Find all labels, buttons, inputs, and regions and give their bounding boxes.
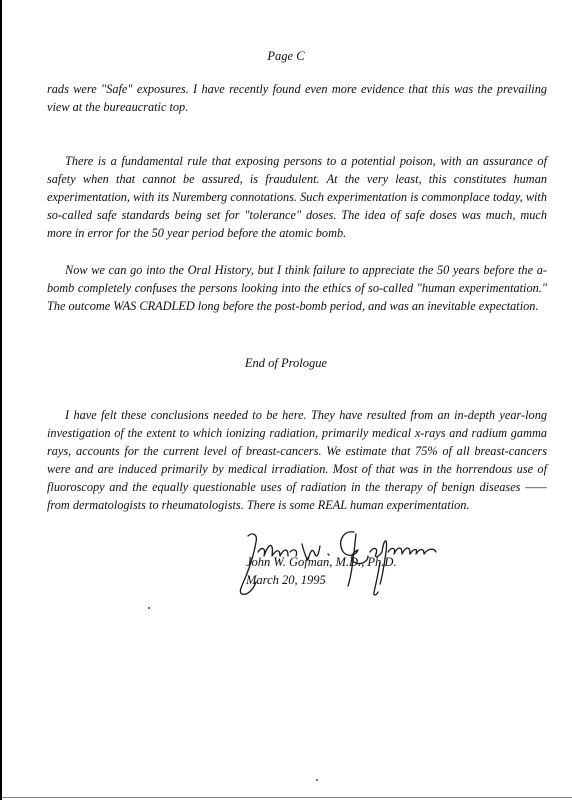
paragraph-continuation: rads were "Safe" exposures. I have recently found even more evidence that this was the prevailing view at the bureaucratic top.	[47, 82, 547, 114]
paragraph-fundamental-rule: There is a fundamental rule that exposing persons to a potential poison, with an assurance of safety when that cannot be assured, is fraudulent. At the very least, this constitutes human experimentation, with its Nuremberg connotations. Such experimentation is commonplace today, with so-called safe standards being set for "tolerance" doses. The idea of safe doses was much, much more in error for the 50 year period before the atomic bomb.	[47, 154, 547, 240]
section-heading-end-of-prologue: End of Prologue	[244, 356, 328, 370]
paragraph-conclusions: I have felt these conclusions needed to be here. They have resulted from an in-depth year-long investigation of the extent to which ionizing radiation, primarily medical x-rays and radium gamma rays, accounts for the current level of breast-cancers. We estimate that 75% of all breast-cancers were and are induced primarily by medical irradiation. Most of that was in the horrendous use of fluoroscopy and the equally questionable uses of radiation in the therapy of benign diseases —— from dermatologists to rheumatologists. There is some REAL human experimentation.	[47, 408, 547, 512]
scan-speck	[148, 607, 150, 609]
page-label: Page C	[267, 49, 305, 63]
scan-speck	[316, 779, 318, 781]
page-left-edge	[0, 0, 2, 800]
page-bottom-edge	[2, 797, 572, 798]
signature-date: March 20, 1995	[246, 573, 326, 587]
paragraph-oral-history: Now we can go into the Oral History, but I think failure to appreciate the 50 years before the a-bomb completely confuses the persons looking into the ethics of so-called "human experimentation." The outcome WAS CRADLED long before the post-bomb period, and was an inevitable expectation.	[47, 263, 547, 313]
signature-name: John W. Gofman, M.D., Ph.D.	[246, 555, 397, 569]
